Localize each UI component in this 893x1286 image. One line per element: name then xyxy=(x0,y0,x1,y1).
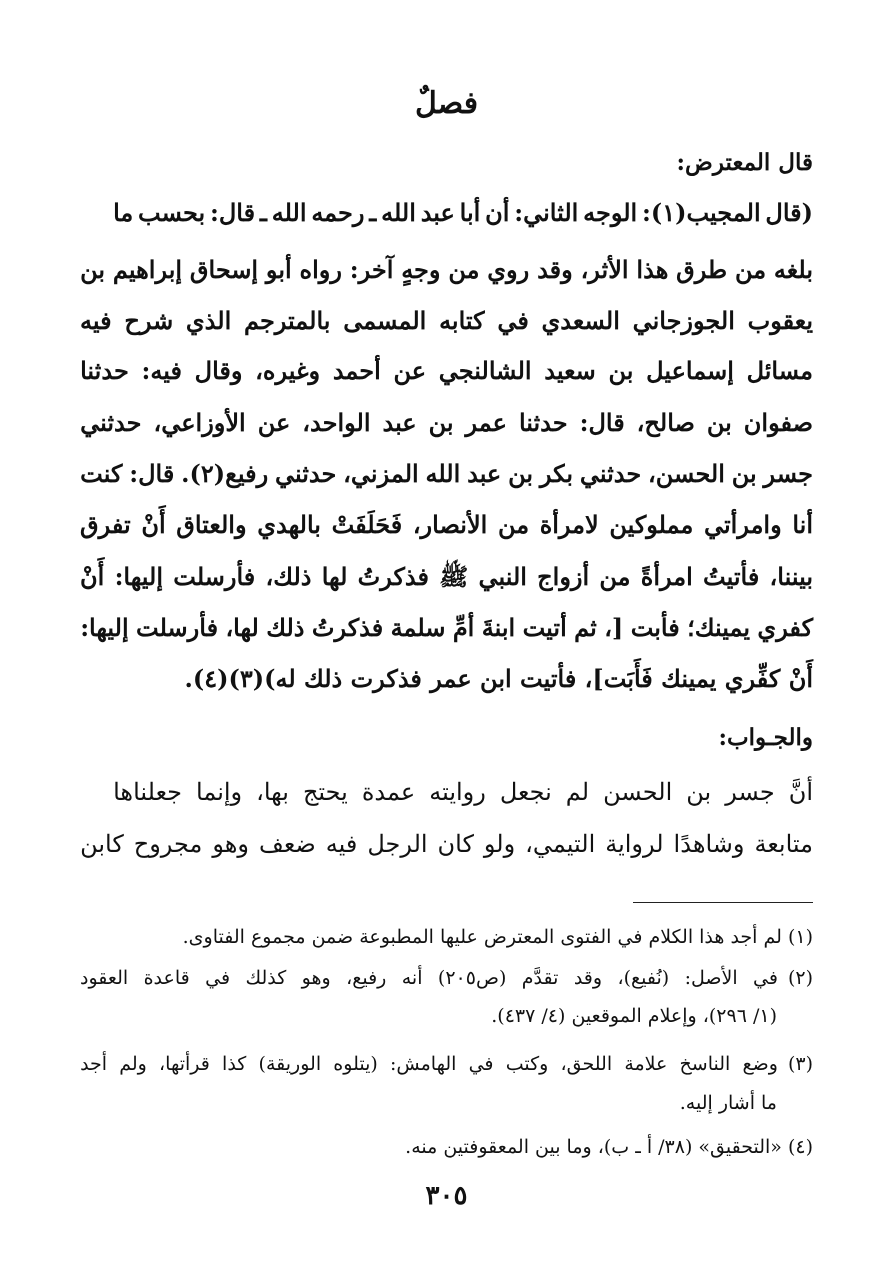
footnote-number: (٣) xyxy=(787,1053,813,1075)
paragraph-line: بلغه من طرق هذا الأثر، وقد روي من وجهٍ آخر: رواه أبو إسحاق إبراهيم بن xyxy=(80,255,813,284)
footnote-3-continued xyxy=(80,1083,777,1123)
answer-line: أنَّ جسر بن الحسن لم نجعل روايته عمدة يحتج بها، وإنما جعلناها xyxy=(113,778,813,806)
footnote-text: وضع الناسخ علامة اللحق، وكتب في الهامش: (يتلوه الوريقة) كذا قرأتها، ولم أجد xyxy=(80,1053,778,1075)
footnote-text: لم أجد هذا الكلام في الفتوى المعترض عليها المطبوعة ضمن مجموع الفتاوى. xyxy=(182,926,782,948)
page-number: ٣٠٥ xyxy=(425,1181,468,1211)
footnote-number: (٢) xyxy=(787,967,813,989)
paragraph-line: يعقوب الجوزجاني السعدي في كتابه المسمى بالمترجم الذي شرح فيه xyxy=(80,306,813,335)
footnote-2-continued xyxy=(80,996,777,1036)
paragraph-line: كفري يمينك؛ فأبت [، ثم أتيت ابنةَ أمِّ سلمة فذكرتُ ذلك لها، فأرسلت إليها: xyxy=(80,613,813,642)
section-title: فصلٌ xyxy=(414,86,479,121)
objector-heading: قال المعترض: xyxy=(676,149,813,176)
paragraph-line: أنا وامرأتي مملوكين لامرأة من الأنصار، فَحَلَفَتْ بالهدي والعتاق أَنْ تفرق xyxy=(80,510,813,539)
footnote-text: ما أشار إليه. xyxy=(679,1092,777,1114)
paragraph-line: بيننا، فأتيتُ امرأةً من أزواج النبي ﷺ فذكرتُ لها ذلك، فأرسلت إليها: أَنْ xyxy=(80,562,813,591)
footnote-2 xyxy=(80,958,813,998)
answer-line: متابعة وشاهدًا لرواية التيمي، ولو كان الرجل فيه ضعف وهو مجروح كابن xyxy=(80,830,813,858)
footnote-separator xyxy=(633,902,813,903)
footnote-number: (٤) xyxy=(787,1136,813,1158)
paragraph-line: صفوان بن صالح، قال: حدثنا عمر بن عبد الواحد، عن الأوزاعي، حدثني xyxy=(80,408,813,437)
footnote-1 xyxy=(80,917,813,957)
footnote-text: «التحقيق» (٣٨/ أ ـ ب)، وما بين المعقوفتين منه. xyxy=(405,1136,782,1158)
paragraph-line: جسر بن الحسن، حدثني بكر بن عبد الله المزني، حدثني رفيع(٢). قال: كنت xyxy=(80,459,813,488)
footnote-3 xyxy=(80,1044,813,1084)
answer-heading: والجـواب: xyxy=(718,724,813,751)
footnote-text: (١/ ٢٩٦)، وإعلام الموقعين (٤/ ٤٣٧). xyxy=(491,1005,777,1027)
paragraph-line: (قال المجيب(١): الوجه الثاني: أن أبا عبد الله ـ رحمه الله ـ قال: بحسب ما xyxy=(113,198,813,227)
footnote-4 xyxy=(80,1127,813,1167)
paragraph-line: أَنْ كفِّري يمينك فَأَبَت]، فأتيت ابن عمر فذكرت ذلك له)(٣)(٤). xyxy=(184,664,813,693)
document-page xyxy=(80,0,813,1286)
footnote-number: (١) xyxy=(787,926,813,948)
paragraph-line: مسائل إسماعيل بن سعيد الشالنجي عن أحمد وغيره، وقال فيه: حدثنا xyxy=(80,356,813,385)
footnote-text: في الأصل: (نُفيع)، وقد تقدَّم (ص٢٠٥) أنه رفيع، وهو كذلك في قاعدة العقود xyxy=(80,967,778,989)
